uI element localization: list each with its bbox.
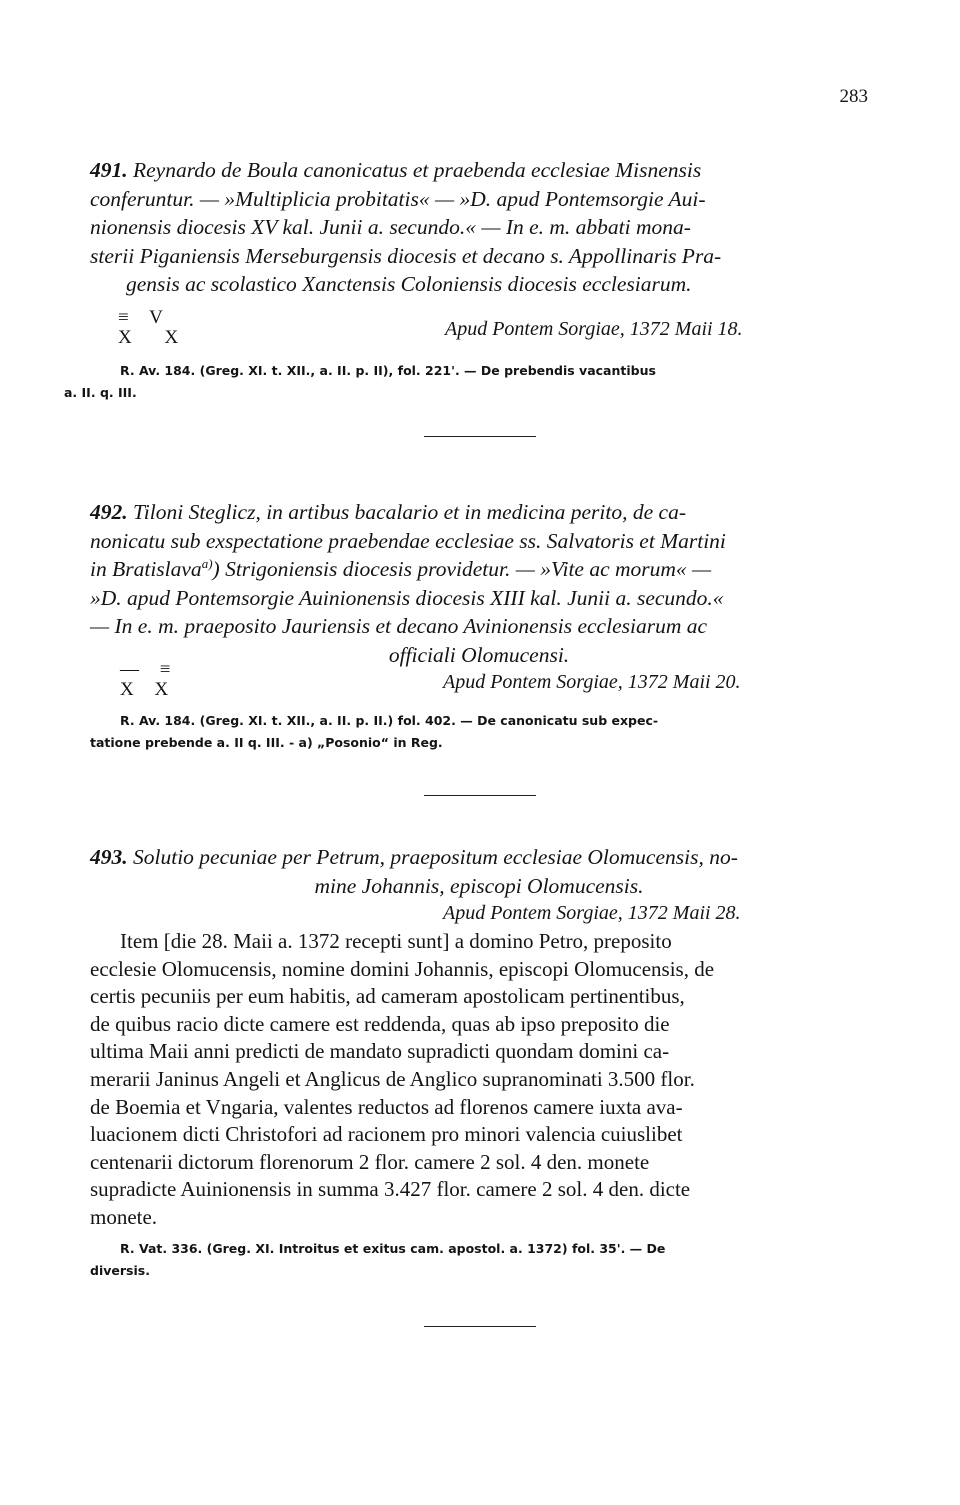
entry-493-note — [90, 1238, 868, 1282]
note-line: tatione prebende a. II q. III. - a) „Posonio“ in Reg. — [90, 735, 443, 750]
entry-491-summary — [90, 156, 868, 299]
signature-top: — ≡ — [120, 659, 179, 680]
section-divider — [424, 436, 536, 437]
footnote-marker: a) — [201, 555, 213, 571]
body-line: ecclesie Olomucensis, nomine domini Johannis, episcopi Olomucensis, de — [90, 956, 715, 981]
entry-491-note — [64, 360, 868, 404]
note-line: R. Av. 184. (Greg. XI. t. XII., a. II. p. II), fol. 221'. — De prebendis vacantibus — [120, 363, 656, 378]
summary-line: »D. apud Pontemsorgie Auinionensis diocesis XIII kal. Junii a. secundo.« — [90, 585, 724, 610]
entry-492-note — [90, 710, 868, 754]
summary-line — [90, 843, 868, 872]
body-line: merarii Janinus Angeli et Anglicus de Anglico supranominati 3.500 flor. — [90, 1066, 695, 1091]
entry-492-summary — [90, 498, 868, 669]
summary-line: mine Johannis, episcopi Olomucensis. — [314, 873, 644, 898]
section-divider — [424, 1326, 536, 1327]
body-line: centenarii dictorum florenorum 2 flor. camere 2 sol. 4 den. monete — [90, 1149, 650, 1174]
entry-number: 491. — [90, 158, 128, 182]
note-line: R. Vat. 336. (Greg. XI. Introitus et exitus cam. apostol. a. 1372) fol. 35'. — De — [120, 1241, 666, 1256]
summary-line: nionensis diocesis XV kal. Junii a. secundo.« — In e. m. abbati mona- — [90, 215, 691, 239]
signature-top: ≡ V — [118, 307, 171, 328]
summary-line-text: Solutio pecuniae per Petrum, praepositum ecclesiae Olomucensis, no- — [133, 845, 738, 869]
summary-line — [90, 156, 868, 185]
body-line: monete. — [90, 1204, 158, 1229]
summary-line: officiali Olomucensi. — [388, 642, 570, 667]
summary-line-text: Reynardo de Boula canonicatus et praebenda ecclesiae Misnensis — [133, 158, 702, 182]
summary-line: gensis ac scolastico Xanctensis Coloniensis diocesis ecclesiarum. — [126, 272, 692, 296]
summary-line-text: in Bratislava — [90, 557, 202, 581]
summary-line: nonicatu sub exspectatione praebendae ecclesiae ss. Salvatoris et Martini — [90, 528, 726, 553]
summary-line: sterii Piganiensis Merseburgensis diocesis et decano s. Appollinaris Pra- — [90, 243, 722, 268]
note-line: R. Av. 184. (Greg. XI. t. XII., a. II. p. II.) fol. 402. — De canonicatu sub expec- — [120, 713, 659, 728]
entry-493-date: Apud Pontem Sorgiae, 1372 Maii 28. — [443, 902, 741, 924]
note-line: diversis. — [90, 1263, 150, 1278]
entry-491-signature — [118, 308, 192, 348]
body-line: supradicte Auinionensis in summa 3.427 flor. camere 2 sol. 4 den. dicte — [90, 1177, 691, 1202]
body-line: luacionem dicti Christofori ad racionem pro minori valencia cuiuslibet — [90, 1122, 683, 1147]
signature-bottom: X X — [118, 327, 193, 348]
body-line: de Boemia et Vngaria, valentes reductos ad florenos camere iuxta ava- — [90, 1094, 683, 1119]
note-line: a. II. q. III. — [64, 385, 137, 400]
body-line: de quibus racio dicte camere est reddenda, quas ab ipso preposito die — [90, 1011, 670, 1036]
entry-491-date: Apud Pontem Sorgiae, 1372 Maii 18. — [445, 318, 743, 340]
entry-493-summary — [90, 843, 868, 900]
summary-line-text: Tiloni Steglicz, in artibus bacalario et in medicina perito, de ca- — [133, 500, 686, 524]
signature-bottom: X X — [120, 679, 177, 700]
body-line: certis pecuniis per eum habitis, ad cameram apostolicam pertinentibus, — [90, 984, 685, 1009]
summary-line — [90, 498, 868, 527]
summary-line-text: ) Strigoniensis diocesis providetur. — »Vite ac morum« — — [212, 557, 712, 581]
summary-line — [90, 555, 868, 584]
entry-number: 493. — [90, 845, 128, 869]
body-line: Item [die 28. Maii a. 1372 recepti sunt] a domino Petro, preposito — [120, 929, 672, 953]
entry-492-signature — [120, 660, 178, 700]
page-number: 283 — [839, 86, 868, 107]
section-divider — [424, 795, 536, 796]
entry-492-date: Apud Pontem Sorgiae, 1372 Maii 20. — [443, 671, 741, 693]
entry-number: 492. — [90, 500, 128, 524]
summary-line: conferuntur. — »Multiplicia probitatis« — »D. apud Pontemsorgie Aui- — [90, 186, 706, 211]
summary-line: — In e. m. praeposito Jauriensis et decano Avinionensis ecclesiarum ac — [90, 614, 708, 638]
body-line: ultima Maii anni predicti de mandato supradicti quondam domini ca- — [90, 1039, 670, 1064]
entry-493-body — [90, 928, 868, 1232]
